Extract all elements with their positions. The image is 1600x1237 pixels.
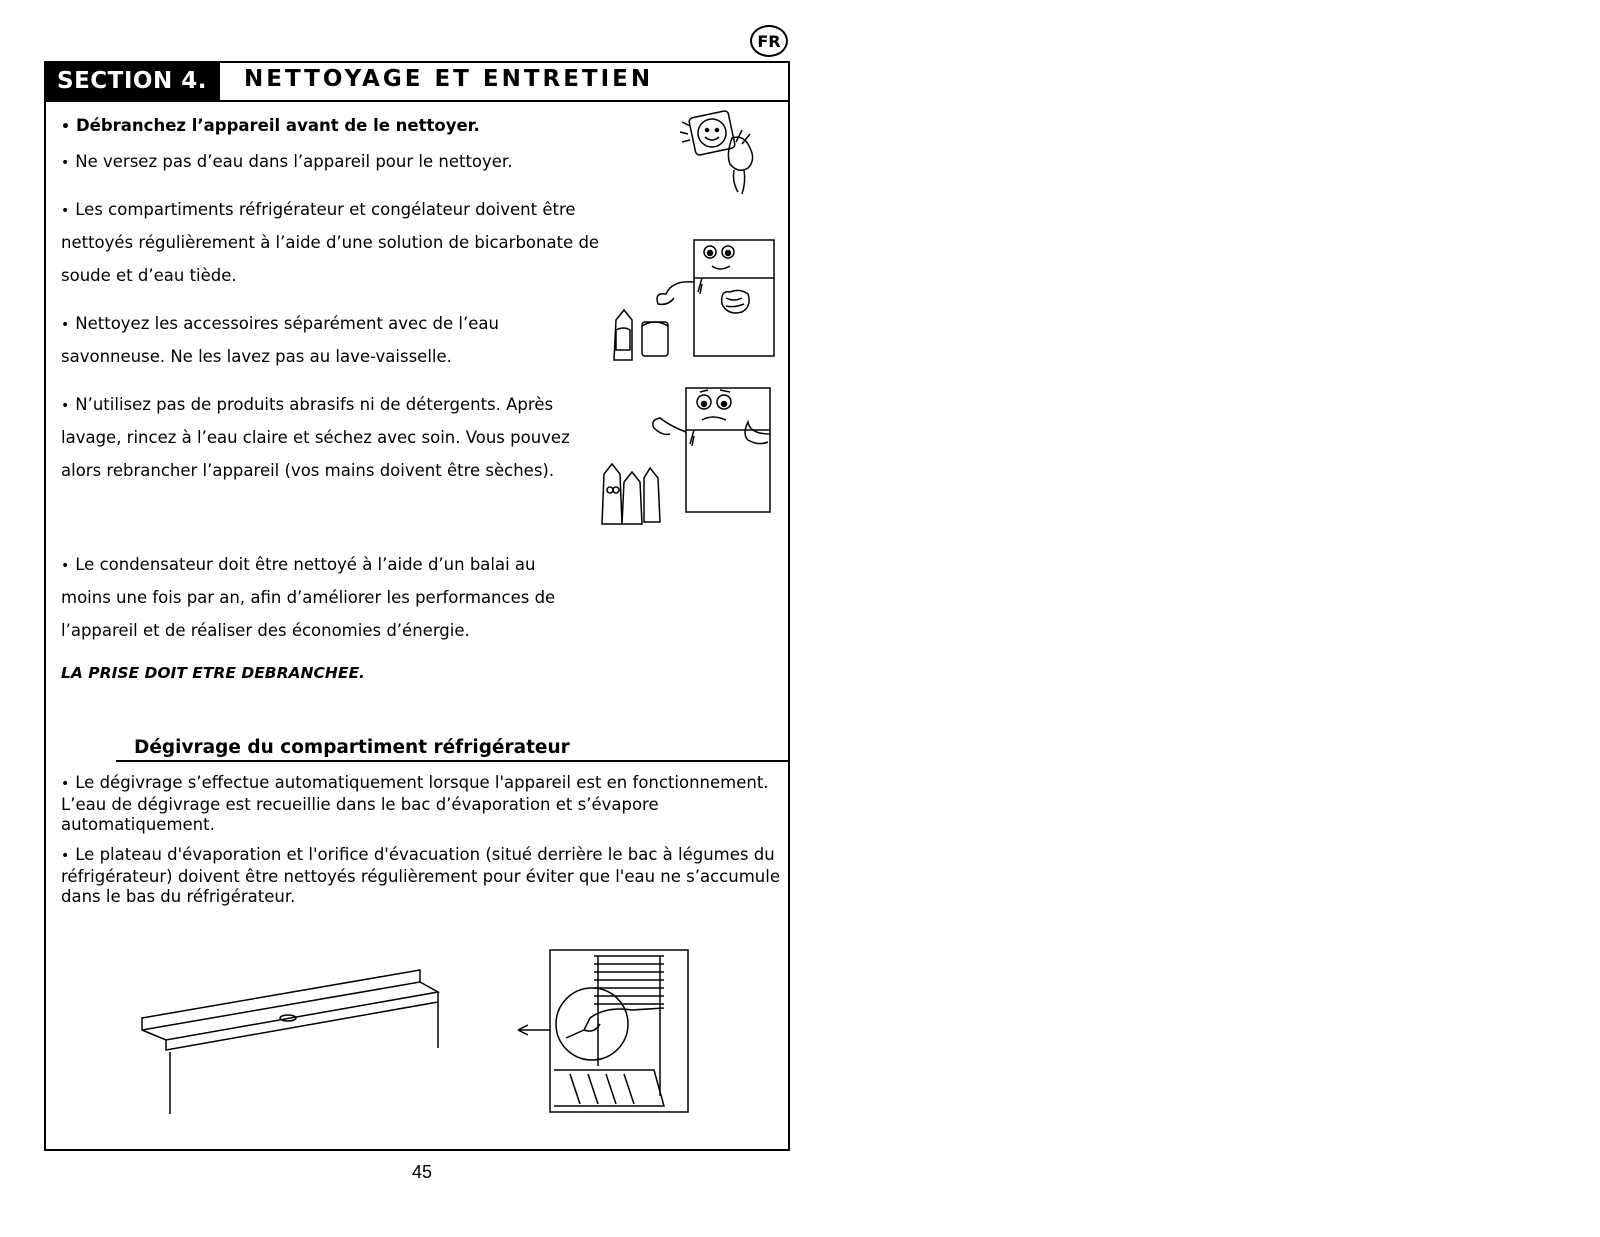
unplug-socket-illustration — [672, 108, 764, 196]
instruction-abrasives-line1: • N’utilisez pas de produits abrasifs ni de détergents. Après — [61, 395, 554, 414]
instruction-accessories-line1: • Nettoyez les accessoires séparément avec de l’eau — [61, 314, 499, 333]
instruction-condenser-line2: moins une fois par an, afin d’améliorer les performances de — [61, 588, 556, 607]
section-label: SECTION 4. — [44, 61, 220, 100]
defrost-paragraph-2: • Le plateau d'évaporation et l'orifice d'évacuation (situé derrière le bac à légumes du réfrigérateur) doivent être nettoyés régulièrement pour éviter que l'eau ne s’accumule dans le bas du réfrigérateur. — [61, 845, 780, 906]
defrost-heading: Dégivrage du compartiment réfrigérateur — [134, 737, 570, 758]
instruction-compartments-line3: soude et d’eau tiède. — [61, 266, 237, 285]
evaporation-tray-illustration — [138, 958, 460, 1118]
unplug-warning: LA PRISE DOIT ETRE DEBRANCHEE. — [61, 664, 365, 682]
defrost-heading-rule — [116, 760, 788, 762]
instruction-abrasives-line2: lavage, rincez à l’eau claire et séchez avec soin. Vous pouvez — [61, 428, 570, 447]
drain-hole-cleaning-illustration — [514, 946, 690, 1114]
page-number: 45 — [412, 1162, 433, 1182]
instruction-compartments-line1: • Les compartiments réfrigérateur et congélateur doivent être — [61, 200, 576, 219]
fridge-no-detergent-illustration — [590, 378, 780, 538]
instruction-condenser-line3: l’appareil et de réaliser des économies d’énergie. — [61, 621, 470, 640]
instruction-unplug: • Débranchez l’appareil avant de le nettoyer. — [61, 116, 480, 135]
instruction-accessories-line2: savonneuse. Ne les lavez pas au lave-vaisselle. — [61, 347, 452, 366]
instruction-compartments-line2: nettoyés régulièrement à l’aide d’une solution de bicarbonate de — [61, 233, 600, 252]
instruction-abrasives-line3: alors rebrancher l’appareil (vos mains doivent être sèches). — [61, 461, 555, 480]
instruction-condenser-line1: • Le condensateur doit être nettoyé à l’aide d’un balai au — [61, 555, 536, 574]
instruction-no-water: • Ne versez pas d’eau dans l’appareil pour le nettoyer. — [61, 152, 513, 171]
language-badge: FR — [750, 25, 788, 57]
defrost-paragraph-1: • Le dégivrage s’effectue automatiquement lorsque l'appareil est en fonctionnement. L’eau de dégivrage est recueillie dans le bac d’évaporation et s’évapore automatiquement. — [61, 773, 769, 834]
section-header — [44, 61, 790, 102]
section-title: NETTOYAGE ET ENTRETIEN — [244, 66, 654, 92]
fridge-cleaning-illustration — [602, 232, 778, 372]
